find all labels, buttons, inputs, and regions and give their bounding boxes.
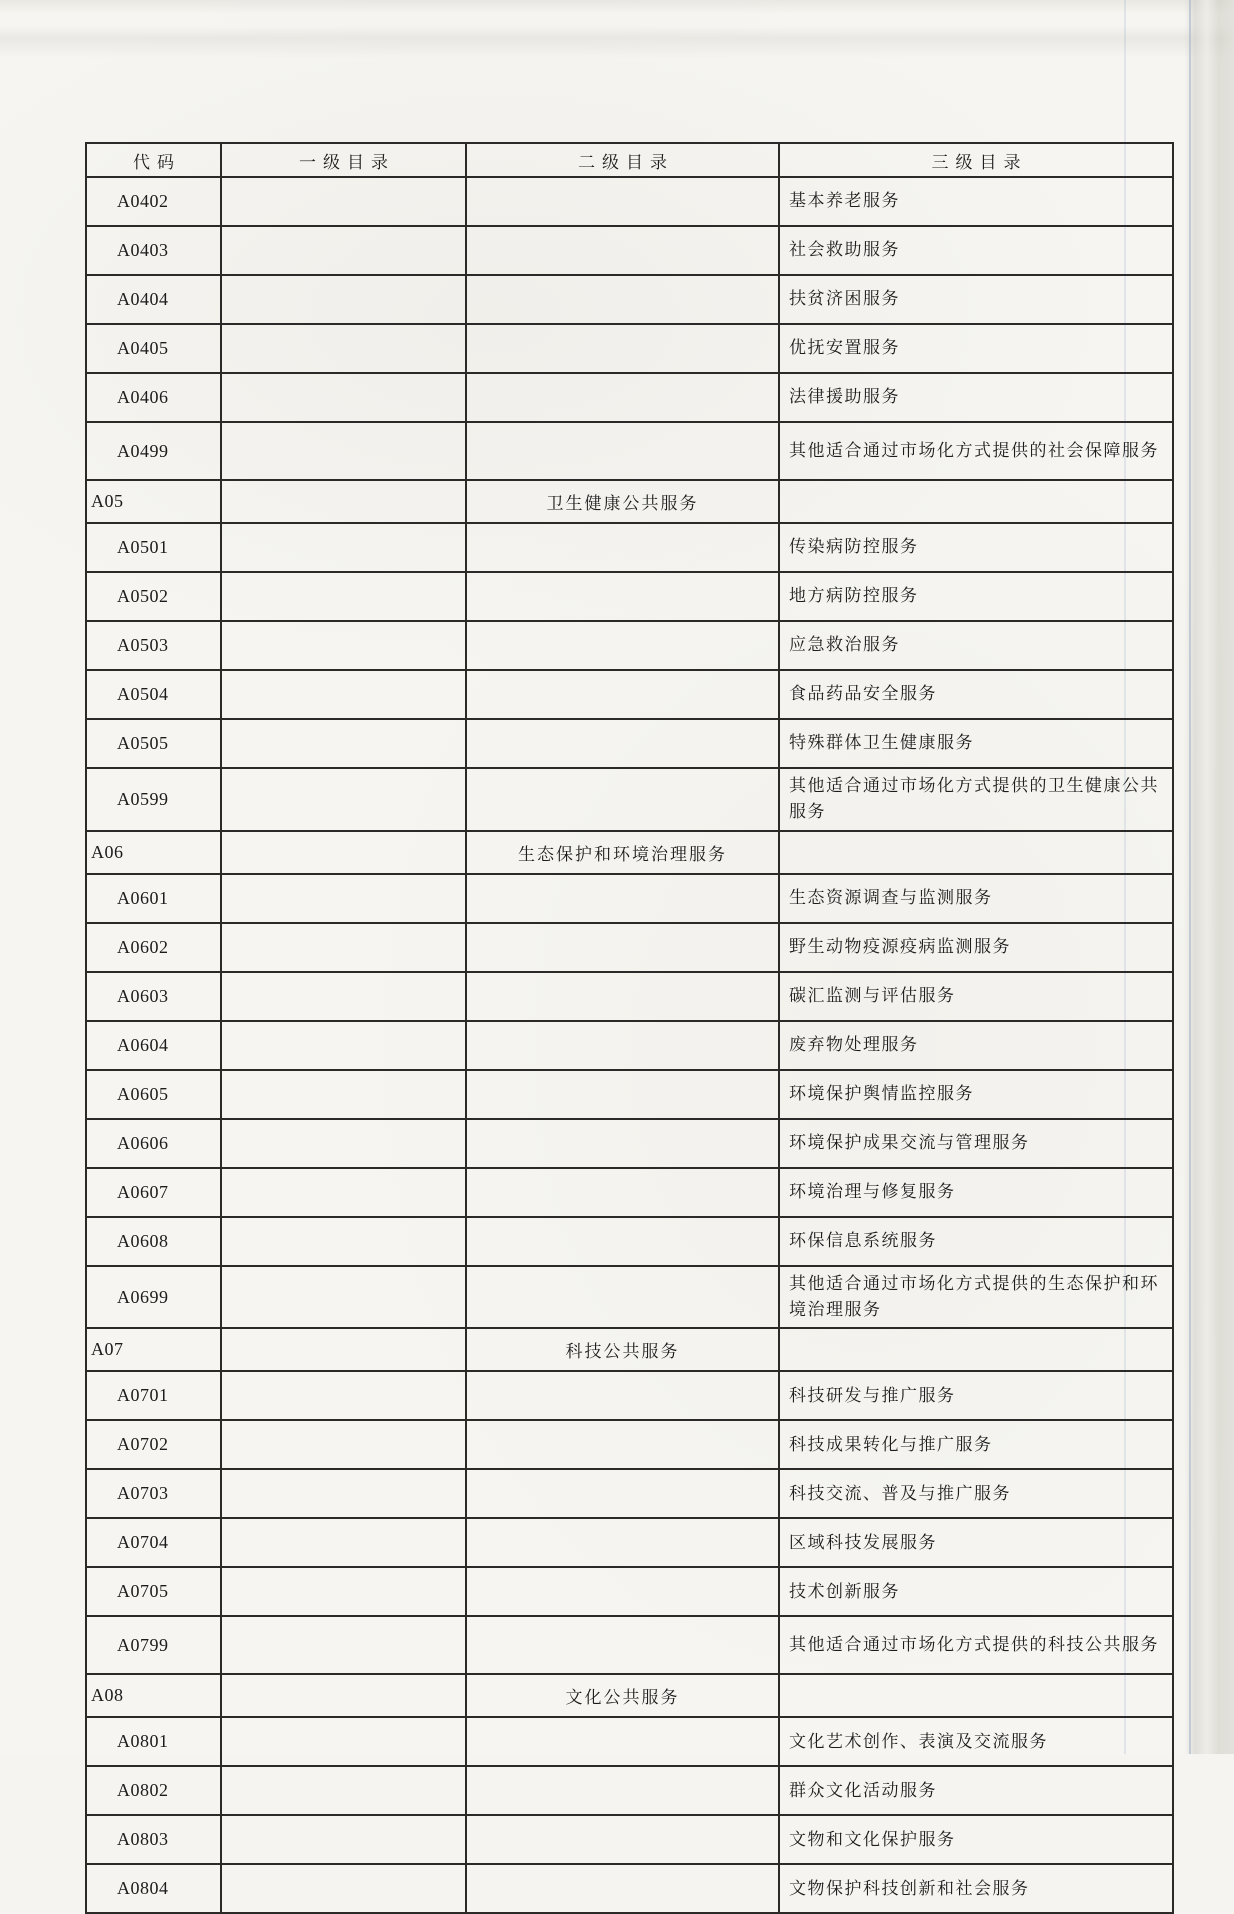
code-cell: A0703	[86, 1469, 221, 1518]
level1-cell	[221, 1119, 466, 1168]
code-cell: A0599	[86, 768, 221, 831]
level3-cell: 碳汇监测与评估服务	[779, 972, 1173, 1021]
code-cell: A07	[86, 1328, 221, 1371]
table-row	[86, 923, 1173, 972]
level2-cell	[466, 768, 779, 831]
table-row	[86, 1217, 1173, 1266]
table-row	[86, 1070, 1173, 1119]
table-row	[86, 480, 1173, 523]
header-code: 代码	[86, 143, 221, 177]
level3-cell: 废弃物处理服务	[779, 1021, 1173, 1070]
code-cell: A0605	[86, 1070, 221, 1119]
level1-cell	[221, 719, 466, 768]
level2-cell	[466, 226, 779, 275]
level3-cell: 文化艺术创作、表演及交流服务	[779, 1717, 1173, 1766]
code-cell: A0607	[86, 1168, 221, 1217]
level2-cell	[466, 1119, 779, 1168]
level2-cell	[466, 1518, 779, 1567]
level1-cell	[221, 1070, 466, 1119]
code-cell: A08	[86, 1674, 221, 1717]
code-cell: A0802	[86, 1766, 221, 1815]
level1-cell	[221, 177, 466, 226]
level1-cell	[221, 1168, 466, 1217]
code-cell: A06	[86, 831, 221, 874]
level2-cell: 生态保护和环境治理服务	[466, 831, 779, 874]
table-header-row	[86, 143, 1173, 177]
code-cell: A0406	[86, 373, 221, 422]
code-cell: A0601	[86, 874, 221, 923]
level3-cell: 生态资源调查与监测服务	[779, 874, 1173, 923]
level1-cell	[221, 1717, 466, 1766]
code-cell: A0702	[86, 1420, 221, 1469]
code-cell: A0603	[86, 972, 221, 1021]
level2-cell	[466, 324, 779, 373]
table-row	[86, 1674, 1173, 1717]
table-row	[86, 719, 1173, 768]
table-row	[86, 768, 1173, 831]
level1-cell	[221, 1864, 466, 1913]
table-row	[86, 523, 1173, 572]
level3-cell: 地方病防控服务	[779, 572, 1173, 621]
table-row	[86, 422, 1173, 480]
level1-cell	[221, 523, 466, 572]
header-level2-catalog: 二级目录	[466, 143, 779, 177]
code-cell: A0608	[86, 1217, 221, 1266]
level2-cell	[466, 422, 779, 480]
level2-cell	[466, 1766, 779, 1815]
table-row	[86, 1266, 1173, 1329]
level2-cell	[466, 1567, 779, 1616]
level1-cell	[221, 373, 466, 422]
level1-cell	[221, 1518, 466, 1567]
level1-cell	[221, 1021, 466, 1070]
level1-cell	[221, 621, 466, 670]
code-cell: A0502	[86, 572, 221, 621]
table-row	[86, 621, 1173, 670]
level3-cell: 技术创新服务	[779, 1567, 1173, 1616]
code-cell: A05	[86, 480, 221, 523]
level1-cell	[221, 572, 466, 621]
level3-cell: 科技研发与推广服务	[779, 1371, 1173, 1420]
level1-cell	[221, 422, 466, 480]
level3-cell: 科技交流、普及与推广服务	[779, 1469, 1173, 1518]
level2-cell	[466, 1717, 779, 1766]
level2-cell	[466, 523, 779, 572]
level3-cell: 环保信息系统服务	[779, 1217, 1173, 1266]
table-row	[86, 1021, 1173, 1070]
level3-cell: 野生动物疫源疫病监测服务	[779, 923, 1173, 972]
level3-cell: 群众文化活动服务	[779, 1766, 1173, 1815]
level1-cell	[221, 1674, 466, 1717]
level3-cell: 法律援助服务	[779, 373, 1173, 422]
level2-cell: 科技公共服务	[466, 1328, 779, 1371]
level3-cell: 文物保护科技创新和社会服务	[779, 1864, 1173, 1913]
level1-cell	[221, 1616, 466, 1674]
code-cell: A0403	[86, 226, 221, 275]
code-cell: A0604	[86, 1021, 221, 1070]
table-row	[86, 324, 1173, 373]
code-cell: A0503	[86, 621, 221, 670]
level3-cell: 其他适合通过市场化方式提供的科技公共服务	[779, 1616, 1173, 1674]
code-cell: A0606	[86, 1119, 221, 1168]
level2-cell: 文化公共服务	[466, 1674, 779, 1717]
level2-cell	[466, 373, 779, 422]
level3-cell: 传染病防控服务	[779, 523, 1173, 572]
level3-cell: 优抚安置服务	[779, 324, 1173, 373]
level1-cell	[221, 480, 466, 523]
level1-cell	[221, 874, 466, 923]
level1-cell	[221, 324, 466, 373]
code-cell: A0699	[86, 1266, 221, 1329]
level2-cell	[466, 923, 779, 972]
level2-cell	[466, 1266, 779, 1329]
level2-cell	[466, 621, 779, 670]
level2-cell	[466, 1070, 779, 1119]
level3-cell	[779, 831, 1173, 874]
level1-cell	[221, 768, 466, 831]
code-cell: A0801	[86, 1717, 221, 1766]
level2-cell	[466, 177, 779, 226]
level1-cell	[221, 670, 466, 719]
table-row	[86, 1371, 1173, 1420]
code-cell: A0804	[86, 1864, 221, 1913]
table-row	[86, 831, 1173, 874]
level2-cell	[466, 1217, 779, 1266]
table-row	[86, 874, 1173, 923]
level2-cell	[466, 1021, 779, 1070]
level1-cell	[221, 831, 466, 874]
code-cell: A0504	[86, 670, 221, 719]
code-cell: A0704	[86, 1518, 221, 1567]
level3-cell: 特殊群体卫生健康服务	[779, 719, 1173, 768]
level2-cell	[466, 1469, 779, 1518]
code-cell: A0799	[86, 1616, 221, 1674]
level2-cell	[466, 1815, 779, 1864]
level1-cell	[221, 1266, 466, 1329]
code-cell: A0402	[86, 177, 221, 226]
table-row	[86, 1616, 1173, 1674]
level3-cell: 区域科技发展服务	[779, 1518, 1173, 1567]
level2-cell	[466, 1168, 779, 1217]
level3-cell: 其他适合通过市场化方式提供的生态保护和环境治理服务	[779, 1266, 1173, 1329]
level2-cell	[466, 275, 779, 324]
level3-cell: 其他适合通过市场化方式提供的卫生健康公共服务	[779, 768, 1173, 831]
code-cell: A0499	[86, 422, 221, 480]
table-row	[86, 1864, 1173, 1913]
level2-cell	[466, 572, 779, 621]
code-cell: A0701	[86, 1371, 221, 1420]
level3-cell	[779, 480, 1173, 523]
table-row	[86, 1518, 1173, 1567]
table-row	[86, 1469, 1173, 1518]
table-row	[86, 1815, 1173, 1864]
level1-cell	[221, 1371, 466, 1420]
table-row	[86, 177, 1173, 226]
level1-cell	[221, 1420, 466, 1469]
service-catalog-table	[85, 142, 1174, 1914]
code-cell: A0705	[86, 1567, 221, 1616]
code-cell: A0505	[86, 719, 221, 768]
level3-cell	[779, 1674, 1173, 1717]
level1-cell	[221, 1469, 466, 1518]
table-row	[86, 1717, 1173, 1766]
level1-cell	[221, 226, 466, 275]
table-row	[86, 226, 1173, 275]
table-row	[86, 572, 1173, 621]
level3-cell: 应急救治服务	[779, 621, 1173, 670]
level2-cell	[466, 1864, 779, 1913]
level3-cell: 基本养老服务	[779, 177, 1173, 226]
table-row	[86, 1567, 1173, 1616]
level3-cell: 社会救助服务	[779, 226, 1173, 275]
level3-cell: 科技成果转化与推广服务	[779, 1420, 1173, 1469]
level3-cell: 扶贫济困服务	[779, 275, 1173, 324]
level3-cell: 环境保护舆情监控服务	[779, 1070, 1173, 1119]
level2-cell	[466, 1616, 779, 1674]
table-row	[86, 1119, 1173, 1168]
level3-cell: 环境治理与修复服务	[779, 1168, 1173, 1217]
header-level1-catalog: 一级目录	[221, 143, 466, 177]
level1-cell	[221, 1328, 466, 1371]
table-row	[86, 275, 1173, 324]
level2-cell: 卫生健康公共服务	[466, 480, 779, 523]
level3-cell: 环境保护成果交流与管理服务	[779, 1119, 1173, 1168]
level2-cell	[466, 874, 779, 923]
table-row	[86, 972, 1173, 1021]
table-row	[86, 1766, 1173, 1815]
table-body	[86, 177, 1173, 1913]
level3-cell: 文物和文化保护服务	[779, 1815, 1173, 1864]
table-row	[86, 1328, 1173, 1371]
level3-cell: 食品药品安全服务	[779, 670, 1173, 719]
level2-cell	[466, 1371, 779, 1420]
level1-cell	[221, 972, 466, 1021]
level3-cell	[779, 1328, 1173, 1371]
code-cell: A0501	[86, 523, 221, 572]
level1-cell	[221, 1815, 466, 1864]
code-cell: A0404	[86, 275, 221, 324]
table-row	[86, 373, 1173, 422]
table-row	[86, 1420, 1173, 1469]
level2-cell	[466, 719, 779, 768]
header-level3-catalog: 三级目录	[779, 143, 1173, 177]
code-cell: A0405	[86, 324, 221, 373]
table-row	[86, 1168, 1173, 1217]
level1-cell	[221, 275, 466, 324]
level1-cell	[221, 1217, 466, 1266]
level3-cell: 其他适合通过市场化方式提供的社会保障服务	[779, 422, 1173, 480]
table-row	[86, 670, 1173, 719]
code-cell: A0602	[86, 923, 221, 972]
level1-cell	[221, 1766, 466, 1815]
level1-cell	[221, 1567, 466, 1616]
level2-cell	[466, 972, 779, 1021]
code-cell: A0803	[86, 1815, 221, 1864]
level2-cell	[466, 670, 779, 719]
level2-cell	[466, 1420, 779, 1469]
scan-artifact-right-edge	[1184, 0, 1234, 1754]
level1-cell	[221, 923, 466, 972]
